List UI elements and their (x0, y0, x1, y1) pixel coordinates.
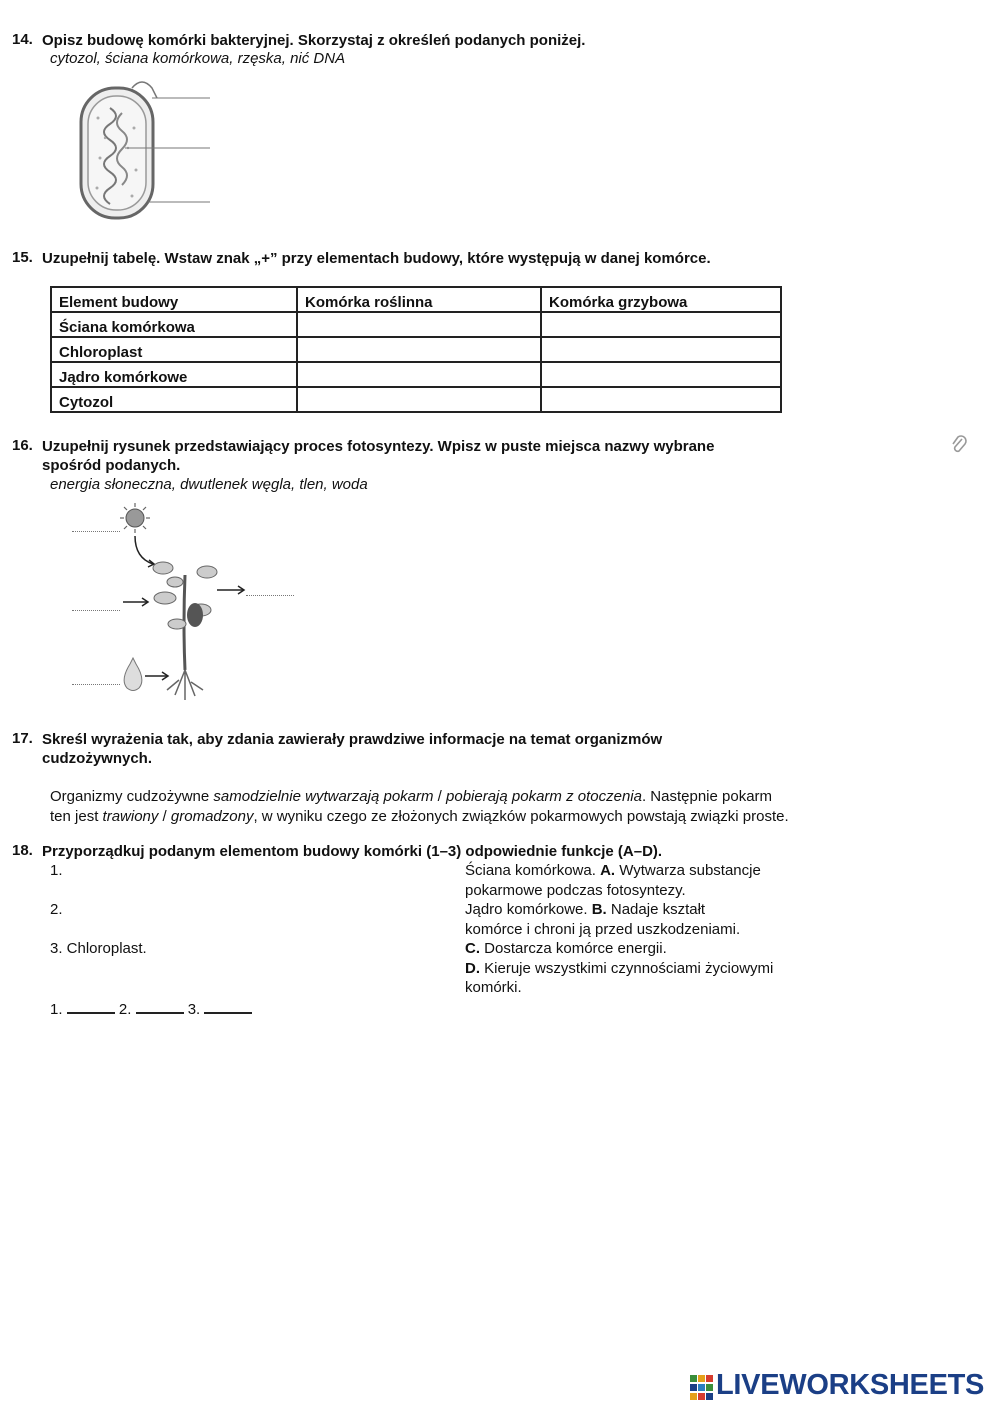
q18-right-column (465, 861, 845, 998)
blank-line[interactable] (72, 531, 120, 532)
q16-number: 16. (12, 437, 33, 454)
draggable-label[interactable]: Ściana komórkowa. (465, 862, 601, 879)
q16-text-line2: spośród podanych. (42, 457, 181, 474)
row-label: Chloroplast (51, 337, 297, 362)
separator: / (158, 808, 171, 825)
text: Organizmy cudzożywne (50, 788, 214, 805)
answer-cell[interactable] (541, 387, 781, 412)
table-header: Element budowy (51, 287, 297, 312)
answer-blank[interactable] (204, 998, 252, 1014)
answer-label: 2. (118, 1001, 132, 1018)
row-label: Ściana komórkowa (51, 312, 297, 337)
answer-blank[interactable] (136, 998, 184, 1014)
option-text: Kieruje wszystkimi czynnościami życiowymi (480, 959, 774, 977)
separator: / (433, 788, 447, 805)
text: ten jest (50, 808, 103, 825)
row-label: Cytozol (51, 387, 297, 412)
answer-label: 3. (187, 1001, 201, 1018)
table-row (51, 312, 781, 337)
answer-cell[interactable] (541, 312, 781, 337)
q18-text: Przyporządkuj podanym elementom budowy komórki (1–3) odpowiednie funkcje (A–D). (42, 843, 663, 860)
q17-text-line1: Skreśl wyrażenia tak, aby zdania zawierały prawdziwe informacje na temat organizmów (42, 731, 663, 748)
answer-label: 1. (50, 1001, 63, 1018)
table-header: Komórka grzybowa (541, 287, 781, 312)
table-header-row (51, 287, 781, 312)
option-text: Wytwarza substancje (615, 862, 761, 879)
q15-text: Uzupełnij tabelę. Wstaw znak „+” przy elementach budowy, które występują w danej komórce. (42, 250, 711, 267)
draggable-label[interactable]: Jądro komórkowe. (465, 901, 592, 918)
q18-number: 18. (12, 842, 33, 859)
text: . Następnie pokarm (641, 788, 773, 805)
q15-number: 15. (12, 249, 33, 266)
q17-number: 17. (12, 730, 33, 747)
answer-cell[interactable] (297, 387, 541, 412)
answer-cell[interactable] (297, 337, 541, 362)
text: , w wyniku czego ze złożonych związków pokarmowych powstają związki proste. (253, 808, 789, 825)
table-row (51, 362, 781, 387)
q18-answer-row (50, 998, 252, 1020)
q18-left-item: 1. (50, 862, 63, 879)
q14-text: Opisz budowę komórki bakteryjnej. Skorzystaj z określeń podanych poniżej. (42, 32, 586, 49)
bacterium-illustration (70, 78, 220, 228)
sun-icon (120, 503, 150, 533)
paperclip-icon[interactable] (950, 435, 968, 455)
blank-line[interactable] (246, 595, 294, 596)
q16-text-line1: Uzupełnij rysunek przedstawiający proces fotosyntezy. Wpisz w puste miejsca nazwy wybrane (42, 438, 715, 455)
answer-cell[interactable] (541, 337, 781, 362)
option-text: pokarmowe podczas fotosyntezy. (465, 881, 686, 899)
table-row (51, 387, 781, 412)
photosynthesis-illustration (115, 500, 250, 710)
option-letter: A. (600, 862, 616, 879)
option-text: Nadaje kształt (606, 901, 706, 918)
answer-cell[interactable] (297, 362, 541, 387)
option-strikeable[interactable]: pobierają pokarm z otoczenia (446, 788, 642, 805)
option-letter: D. (465, 959, 480, 977)
answer-blank[interactable] (67, 998, 115, 1014)
option-text: Dostarcza komórce energii. (480, 940, 667, 957)
table-header: Komórka roślinna (297, 287, 541, 312)
blank-line[interactable] (72, 610, 120, 611)
q18-left-item: 2. (50, 901, 63, 918)
q14-hint: cytozol, ściana komórkowa, rzęska, nić DNA (50, 50, 346, 67)
option-letter: C. (465, 940, 480, 957)
answer-cell[interactable] (541, 362, 781, 387)
option-letter: B. (591, 901, 607, 918)
table-row (51, 337, 781, 362)
liveworksheets-logo: LIVEWORKSHEETS (716, 1369, 985, 1401)
q15-table (50, 286, 782, 413)
option-text: komórki. (465, 979, 522, 996)
q17-sentence-2 (50, 807, 890, 827)
row-label: Jądro komórkowe (51, 362, 297, 387)
q18-left-item: 3. Chloroplast. (50, 940, 147, 957)
liveworksheets-logo-icon (690, 1375, 714, 1401)
option-text: komórce i chroni ją przed uszkodzeniami. (465, 920, 741, 938)
blank-line[interactable] (72, 684, 120, 685)
option-strikeable[interactable]: samodzielnie wytwarzają pokarm (213, 788, 434, 805)
option-strikeable[interactable]: trawiony (102, 808, 159, 825)
q17-paragraph (50, 787, 890, 827)
q16-hint: energia słoneczna, dwutlenek węgla, tlen, woda (50, 476, 368, 493)
q14-number: 14. (12, 31, 33, 48)
answer-cell[interactable] (297, 312, 541, 337)
q17-sentence-1 (50, 787, 890, 807)
q17-text-line2: cudzożywnych. (42, 750, 153, 767)
option-strikeable[interactable]: gromadzony (170, 808, 254, 825)
